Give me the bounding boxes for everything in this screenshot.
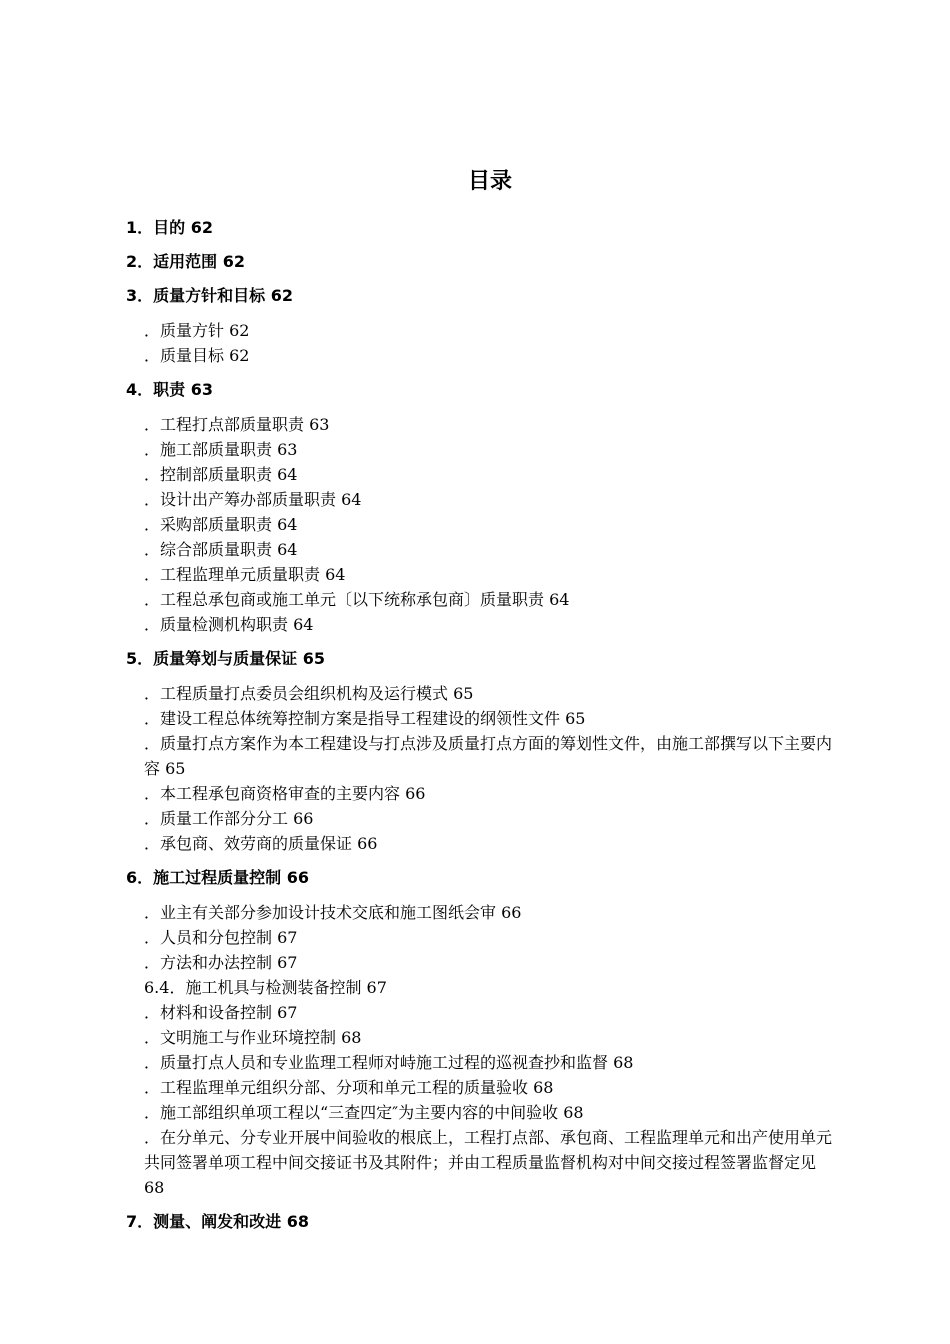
- toc-entry: ．施工部组织单项工程以“三查四定″为主要内容的中间验收 68: [144, 1103, 584, 1122]
- toc-entry: ．承包商、效劳商的质量保证 66: [144, 834, 378, 853]
- toc-entry: ．质量方针 62: [144, 321, 250, 340]
- toc-entry: ．设计出产筹办部质量职责 64: [144, 490, 362, 509]
- toc-entry: ．人员和分包控制 67: [144, 928, 298, 947]
- toc-entry: ．质量检测机构职责 64: [144, 615, 314, 634]
- toc-entry: ．工程质量打点委员会组织机构及运行模式 65: [144, 684, 474, 703]
- toc-section-heading: 2．适用范围 62: [126, 252, 245, 271]
- toc-entry: ．综合部质量职责 64: [144, 540, 298, 559]
- toc-entry: ．方法和办法控制 67: [144, 953, 298, 972]
- toc-entry: ．工程打点部质量职责 63: [144, 415, 330, 434]
- toc-entry: ．质量工作部分分工 66: [144, 809, 314, 828]
- toc-entry: ．质量目标 62: [144, 346, 250, 365]
- toc-entry: ．工程总承包商或施工单元〔以下统称承包商〕质量职责 64: [144, 590, 570, 609]
- toc-section-heading: 1．目的 62: [126, 218, 213, 237]
- toc-entry: ．文明施工与作业环境控制 68: [144, 1028, 362, 1047]
- toc-entry: ．质量打点人员和专业监理工程师对峙施工过程的巡视查抄和监督 68: [144, 1053, 634, 1072]
- toc-entry: ．在分单元、分专业开展中间验收的根底上，工程打点部、承包商、工程监理单元和出产使用单元共同签署单项工程中间交接证书及其附件；并由工程质量监督机构对中间交接过程签署监督定见 68: [144, 1128, 833, 1197]
- page-title: 目录: [467, 169, 512, 194]
- table-of-contents: [126, 216, 838, 1234]
- toc-section-heading: 6．施工过程质量控制 66: [126, 868, 309, 887]
- toc-entry: ．控制部质量职责 64: [144, 465, 298, 484]
- toc-entry: ．工程监理单元组织分部、分项和单元工程的质量验收 68: [144, 1078, 554, 1097]
- toc-entry: ．业主有关部分参加设计技术交底和施工图纸会审 66: [144, 903, 522, 922]
- toc-entry: ．采购部质量职责 64: [144, 515, 298, 534]
- toc-entry: ．质量打点方案作为本工程建设与打点涉及质量打点方面的筹划性文件，由施工部撰写以下主要内容 65: [144, 734, 833, 778]
- toc-section-heading: 7．测量、阐发和改进 68: [126, 1212, 309, 1231]
- toc-section-heading: 5．质量筹划与质量保证 65: [126, 649, 325, 668]
- toc-entry: ．本工程承包商资格审查的主要内容 66: [144, 784, 426, 803]
- toc-entry: ．建设工程总体统筹控制方案是指导工程建设的纲领性文件 65: [144, 709, 586, 728]
- toc-entry: ．工程监理单元质量职责 64: [144, 565, 346, 584]
- toc-entry: ．材料和设备控制 67: [144, 1003, 298, 1022]
- toc-section-heading: 4．职责 63: [126, 380, 213, 399]
- toc-section-heading: 3．质量方针和目标 62: [126, 286, 293, 305]
- toc-entry: 6.4．施工机具与检测装备控制 67: [144, 978, 387, 997]
- toc-entry: ．施工部质量职责 63: [144, 440, 298, 459]
